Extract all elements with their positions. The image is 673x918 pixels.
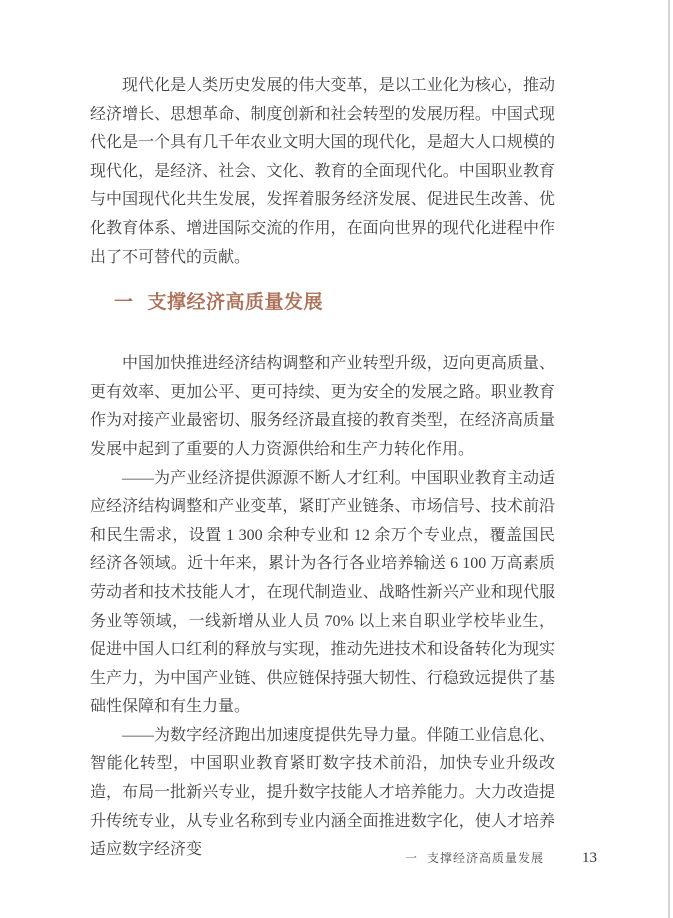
page-edge-line [668, 0, 670, 918]
footer-section-label [405, 849, 544, 866]
section-heading-title: 支撑经济高质量发展 [147, 292, 324, 314]
section-paragraph: ——为数字经济跑出加速度提供先导力量。伴随工业信息化、智能化转型，中国职业教育紧盯数字技术前沿，加快专业升级改造，布局一批新兴专业，提升数字技能人才培养能力。大力改造提升传统专业，从专业名称到专业内涵全面推进数字化，使人才培养适应数字经济变 [90, 726, 555, 859]
section-paragraph: 中国加快推进经济结构调整和产业转型升级，迈向更高质量、更有效率、更加公平、更可持续、更为安全的发展之路。职业教育作为对接产业最密切、服务经济最直接的教育类型，在经济高质量发展中起到了重要的人力资源供给和生产力转化作用。 [90, 355, 555, 458]
section-paragraph: ——为产业经济提供源源不断人才红利。中国职业教育主动适应经济结构调整和产业变革，紧盯产业链条、市场信号、技术前沿和民生需求，设置 1 300 余种专业和 12 余万个专业点，覆盖国民经济各领域。近十年来，累计为各行各业培养输送 6 100 万高素质劳动者和技术技能人才，在现代制造业、战略性新兴产业和现代服务业等领域，一线新增从业人员 70% 以上来自职业学校毕业生，促进中国人口红利的释放与实现，推动先进技术和设备转化为现实生产力，为中国产业链、供应链保持强大韧性、行稳致远提供了基础性保障和有生力量。 [90, 469, 555, 716]
footer-section-number: 一 [404, 851, 418, 865]
section-heading-number: 一 [114, 292, 134, 314]
intro-paragraph: 现代化是人类历史发展的伟大变革，是以工业化为核心，推动经济增长、思想革命、制度创新和社会转型的发展历程。中国式现代化是一个具有几千年农业文明大国的现代化，是超大人口规模的现代化，是经济、社会、文化、教育的全面现代化。中国职业教育与中国现代化共生发展，发挥着服务经济发展、促进民生改善、优化教育体系、增进国际交流的作用，在面向世界的现代化进程中作出了不可替代的贡献。 [90, 77, 555, 266]
section-heading [90, 288, 555, 318]
footer-section-title: 支撑经济高质量发展 [426, 851, 544, 865]
page-content [90, 72, 555, 865]
page-footer [405, 849, 597, 867]
page-number: 13 [582, 850, 597, 866]
